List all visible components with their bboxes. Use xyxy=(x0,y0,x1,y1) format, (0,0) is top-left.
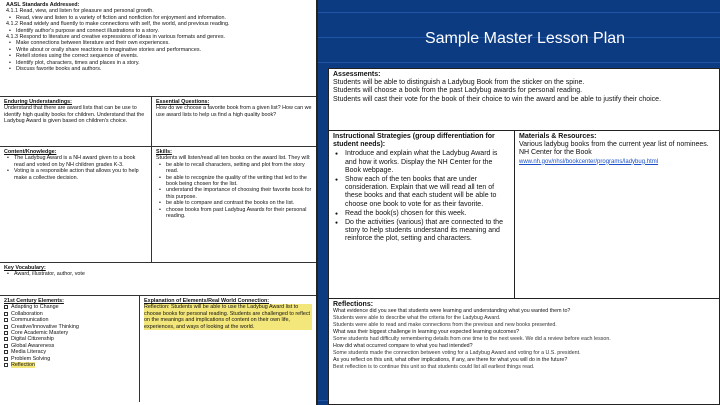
reflections-list xyxy=(333,308,715,371)
aasl-item: • Discuss favorite books and authors. xyxy=(6,66,312,72)
century-elements-row xyxy=(0,296,316,402)
century-element-label: Communication xyxy=(11,317,49,324)
key-vocabulary xyxy=(0,263,316,296)
vocab-item: • Award, illustrator, author, vote xyxy=(4,271,312,277)
explanation-text: Reflection: Students will be able to use the Ladybug Award list to choose books for personal reading. Students are challenged to reflect on the meanings and implications of content on their own life, experiences, and ways of looking at the world. xyxy=(144,304,311,330)
aasl-item: • Retell stories using the correct sequence of events. xyxy=(6,53,312,59)
century-element-label: Media Literacy xyxy=(11,349,47,356)
century-element-label: Adapting to Change xyxy=(11,304,59,311)
slide-title: Sample Master Lesson Plan xyxy=(424,30,626,47)
century-element-label: Problem Solving xyxy=(11,355,51,362)
century-elements xyxy=(0,296,140,402)
content-item: • The Ladybug Award is a NH award given to a book read and voted on by NH children grades K-3. xyxy=(4,155,147,168)
reflection-question: How did what occurred compare to what you had intended? xyxy=(333,343,473,349)
skills-header: Skills: xyxy=(156,149,172,155)
century-element-label: Creative/Innovative Thinking xyxy=(11,323,79,330)
century-element-label: Global Awareness xyxy=(11,342,55,349)
strategy-item: ● Introduce and explain what the Ladybug Award is and how it works. Display the NH Center for the Book webpage. xyxy=(333,150,510,175)
enduring-text: Understand that there are award lists that can be use to identify high quality books for children. Understand that the Ladybug Award is given based on children's choice. xyxy=(4,105,145,125)
checkbox-icon xyxy=(4,357,8,361)
understandings-row xyxy=(0,97,316,147)
instructional-strategies xyxy=(329,131,515,298)
lesson-plan-page-right xyxy=(328,68,720,405)
aasl-list xyxy=(6,8,312,72)
strategy-item: ● Read the book(s) chosen for this week. xyxy=(333,210,510,218)
aasl-item: 4.1.2 Read widely and fluently to make connections with self, the world, and previous reading. xyxy=(6,21,230,28)
content-header: Content/Knowledge: xyxy=(4,149,57,155)
century-element-label: Collaboration xyxy=(11,310,43,317)
materials-resources xyxy=(515,131,719,298)
skill-item: • be able to compare and contrast the books on the list. xyxy=(156,200,312,206)
reflection-question: What evidence did you see that students were learning and understanding what you wanted them to? xyxy=(333,308,571,314)
assessments-list xyxy=(333,79,715,104)
aasl-item: 4.1.1 Read, view, and listen for pleasure and personal growth. xyxy=(6,8,154,15)
aasl-header: AASL Standards Addressed: xyxy=(6,2,80,8)
reflection-answer: Some students made the connection between voting for a Ladybug Award and voting for a U.S. president. xyxy=(333,350,581,356)
content-list xyxy=(4,155,147,181)
reflection-question: What was their biggest challenge in learning your expected learning outcomes? xyxy=(333,329,520,335)
century-element-label: Core Academic Mastery xyxy=(11,330,69,337)
essential-text: How do we choose a favorite book from a given list? How can we use award lists to help us find a high quality book? xyxy=(156,105,312,118)
century-element-label: Digital Citizenship xyxy=(11,336,54,343)
content-skills-row xyxy=(0,147,316,263)
skills-list xyxy=(156,162,312,220)
reflections-header: Reflections: xyxy=(333,301,374,308)
materials-text: Various ladybug books from the current year list of nominees. NH Center for the Book xyxy=(519,141,709,157)
aasl-item: • Read, view and listen to a variety of fiction and nonfiction for enjoyment and information. xyxy=(6,15,312,21)
aasl-item: • Identify author's purpose and connect illustrations to a story. xyxy=(6,28,312,34)
checkbox-icon xyxy=(4,344,8,348)
vocab-header: Key Vocabulary: xyxy=(4,265,46,271)
century-list xyxy=(4,304,135,368)
assessment-line: Students will cast their vote for the book of their choice to win the award and be able to justify their choice. xyxy=(333,95,662,103)
strategy-item: ● Do the activities (various) that are connected to the story to help students understand its meaning and reinforce the plot, setting and characters. xyxy=(333,219,510,244)
enduring-understandings xyxy=(0,97,152,146)
strategies-header: Instructional Strategies (group differentiation for student needs): xyxy=(333,133,495,149)
skill-item: • be able to recognize the quality of the writing that led to the book being chosen for the list. xyxy=(156,175,312,188)
assessments-section xyxy=(329,69,719,131)
elements-explanation xyxy=(140,296,316,402)
checkbox-icon xyxy=(4,350,8,354)
aasl-item: • Write about or orally share reactions to imaginative stories and performances. xyxy=(6,47,312,53)
assessments-header: Assessments: xyxy=(333,71,381,78)
vocab-list xyxy=(4,271,312,277)
skills-intro: Students will listen/read all ten books on the award list. They will: xyxy=(156,155,311,162)
checkbox-icon xyxy=(4,363,8,367)
strategies-row xyxy=(329,131,719,299)
skills xyxy=(152,147,316,262)
content-item: • Voting is a responsible action that allows you to help make a collective decision. xyxy=(4,168,147,181)
enduring-header: Enduring Understandings: xyxy=(4,99,72,105)
reflection-answer: Students were able to read and make connections from the previous and new books presented. xyxy=(333,322,557,328)
skill-item: • choose books from past Ladybug Awards for their personal reading. xyxy=(156,207,312,220)
checkbox-icon xyxy=(4,305,8,309)
skill-item: • be able to recall characters, setting and plot from the story read. xyxy=(156,162,312,175)
century-element xyxy=(4,362,135,368)
aasl-item: • Make connections between literature and their own experiences. xyxy=(6,40,312,46)
reflection-answer: Some students had difficulty remembering details from one time to the next week. We did a review before each lesson. xyxy=(333,336,611,342)
aasl-item: • Identify plot, characters, times and places in a story. xyxy=(6,60,312,66)
assessment-line: Students will choose a book from the past Ladybug awards for personal reading. xyxy=(333,87,583,95)
essential-header: Essential Questions: xyxy=(156,99,210,105)
reflection-question: As you reflect on this unit, what other implications, if any, are there for what you will do in the future? xyxy=(333,357,568,363)
reflection-answer: Best reflection is to continue this unit so that students could list all earliest things read. xyxy=(333,364,535,370)
checkbox-icon xyxy=(4,318,8,322)
explanation-header: Explanation of Elements/Real World Connection: xyxy=(144,298,270,304)
content-knowledge xyxy=(0,147,152,262)
essential-questions xyxy=(152,97,316,146)
skill-item: • understand the importance of choosing their favorite book for this purpose. xyxy=(156,187,312,200)
materials-header: Materials & Resources: xyxy=(519,133,597,140)
reflections-section xyxy=(329,299,719,373)
century-element-label: Reflection xyxy=(11,362,35,369)
strategies-list xyxy=(333,150,510,243)
checkbox-icon xyxy=(4,325,8,329)
checkbox-icon xyxy=(4,312,8,316)
aasl-standards-section xyxy=(0,0,316,97)
assessment-line: Students will be able to distinguish a Ladybug Book from the sticker on the spine. xyxy=(333,79,585,87)
materials-link[interactable]: www.nh.gov/nhsl/bookcenter/programs/ladybug.html xyxy=(519,158,659,165)
aasl-item: 4.1.3 Respond to literature and creative expressions of ideas in various formats and genres. xyxy=(6,34,226,41)
checkbox-icon xyxy=(4,337,8,341)
reflection-answer: Students were able to describe what the criteria for the Ladybug Award. xyxy=(333,315,501,321)
strategy-item: ● Show each of the ten books that are under consideration. Explain that we will read all ten of these books and that each student will be able to choose one book to vote for as their favorite. xyxy=(333,176,510,209)
checkbox-icon xyxy=(4,331,8,335)
century-header: 21st Century Elements: xyxy=(4,298,64,304)
lesson-plan-page-left xyxy=(0,0,318,405)
